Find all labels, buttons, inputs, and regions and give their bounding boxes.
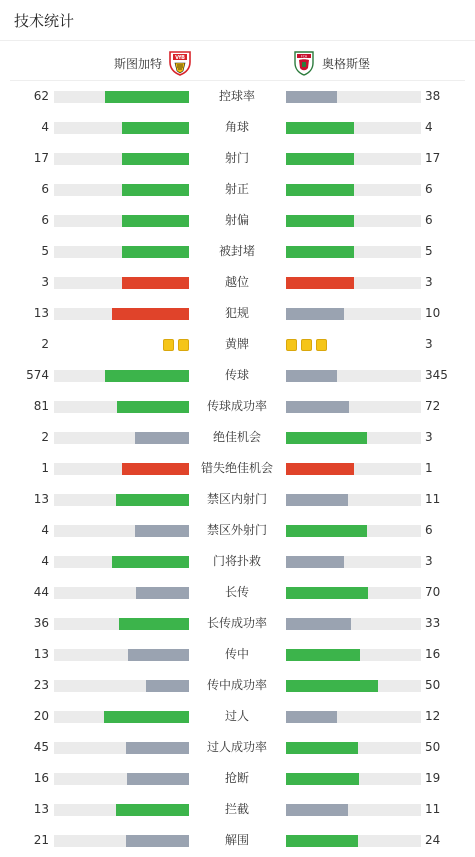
stat-label: 解围 (224, 833, 249, 847)
stat-row (0, 484, 475, 515)
home-stat-value: 62 (33, 89, 49, 103)
away-stat-value: 4 (425, 120, 433, 134)
stat-label: 长传成功率 (206, 616, 267, 630)
home-stat-bar-fill (122, 153, 190, 165)
stat-label: 错失绝佳机会 (200, 461, 273, 475)
away-stat-bar-fill (286, 804, 348, 816)
away-stat-bar-fill (286, 215, 354, 227)
home-stat-value: 44 (33, 585, 49, 599)
away-stat-bar-fill (286, 153, 354, 165)
home-stat-bar-fill (136, 587, 189, 599)
stat-label: 角球 (224, 120, 249, 134)
away-stat-bar-fill (286, 91, 337, 103)
home-stat-value: 4 (41, 120, 49, 134)
away-stat-value: 12 (425, 709, 441, 723)
home-stat-value: 13 (33, 647, 49, 661)
stat-label: 越位 (224, 275, 249, 289)
home-team-name: 斯图加特 (114, 56, 163, 71)
home-yellow-cards (163, 339, 189, 351)
stat-row (0, 670, 475, 701)
home-stat-bar (54, 91, 189, 103)
home-stat-bar (54, 587, 189, 599)
away-stat-bar-fill (286, 246, 354, 258)
away-stat-bar-fill (286, 122, 354, 134)
home-stat-bar-fill (135, 525, 189, 537)
away-stat-value: 6 (425, 213, 433, 227)
away-stat-bar (286, 184, 421, 196)
fc-augsburg-crest-icon (292, 50, 316, 76)
away-stat-value: 17 (425, 151, 441, 165)
home-stat-value: 4 (41, 523, 49, 537)
stat-label: 控球率 (218, 89, 255, 103)
home-stat-bar-fill (116, 494, 189, 506)
home-stat-bar (54, 773, 189, 785)
home-stat-value: 13 (33, 306, 49, 320)
away-stat-bar-fill (286, 680, 378, 692)
yellow-card-icon (178, 339, 189, 351)
home-stat-bar (54, 184, 189, 196)
stat-label: 传中成功率 (206, 678, 267, 692)
away-stat-bar-fill (286, 587, 368, 599)
away-stat-bar-fill (286, 835, 358, 847)
away-stat-value: 50 (425, 740, 441, 754)
home-stat-bar-fill (126, 835, 189, 847)
stat-row (0, 81, 475, 112)
home-stat-bar-fill (122, 122, 190, 134)
away-stat-value: 19 (425, 771, 441, 785)
home-stat-bar-fill (112, 308, 189, 320)
vfb-stuttgart-crest-icon (168, 50, 192, 76)
away-stat-bar-fill (286, 618, 351, 630)
away-stat-bar (286, 370, 421, 382)
away-stat-value: 3 (425, 337, 433, 351)
home-stat-bar (54, 122, 189, 134)
home-stat-bar-fill (126, 742, 189, 754)
away-stat-value: 3 (425, 275, 433, 289)
stat-row (0, 732, 475, 763)
home-stat-bar (54, 153, 189, 165)
away-stat-value: 345 (425, 368, 448, 382)
away-stat-bar-fill (286, 432, 367, 444)
home-stat-bar (54, 494, 189, 506)
away-stat-value: 5 (425, 244, 433, 258)
home-stat-bar (54, 370, 189, 382)
away-stat-bar (286, 556, 421, 568)
away-stat-value: 11 (425, 802, 441, 816)
stat-label: 传球成功率 (206, 399, 267, 413)
teams-header (10, 45, 465, 81)
home-stat-value: 5 (41, 244, 49, 258)
stat-row (0, 639, 475, 670)
home-stat-bar (54, 215, 189, 227)
stat-row (0, 112, 475, 143)
away-stat-value: 70 (425, 585, 441, 599)
away-stat-bar (286, 153, 421, 165)
away-stat-bar (286, 587, 421, 599)
stat-label: 过人成功率 (206, 740, 267, 754)
away-stat-value: 72 (425, 399, 441, 413)
stat-row (0, 236, 475, 267)
home-stat-value: 2 (41, 430, 49, 444)
home-stat-bar-fill (122, 277, 190, 289)
home-stat-bar (54, 308, 189, 320)
home-stat-value: 17 (33, 151, 49, 165)
away-stat-bar (286, 835, 421, 847)
stat-row (0, 329, 475, 360)
home-stat-value: 574 (26, 368, 49, 382)
home-stat-bar (54, 556, 189, 568)
stat-row (0, 515, 475, 546)
home-stat-value: 45 (33, 740, 49, 754)
yellow-card-icon (301, 339, 312, 351)
home-stat-bar (54, 277, 189, 289)
stat-row (0, 577, 475, 608)
home-stat-bar-fill (128, 649, 189, 661)
away-stat-bar-fill (286, 742, 358, 754)
home-stat-bar-fill (104, 711, 189, 723)
away-stat-bar-fill (286, 773, 359, 785)
stat-label: 禁区内射门 (206, 492, 267, 506)
away-stat-bar-fill (286, 277, 354, 289)
home-stat-value: 3 (41, 275, 49, 289)
home-stat-bar (54, 432, 189, 444)
stat-row (0, 546, 475, 577)
away-stat-bar (286, 432, 421, 444)
home-stat-value: 81 (33, 399, 49, 413)
away-stat-value: 3 (425, 554, 433, 568)
home-stat-bar (54, 711, 189, 723)
home-stat-value: 6 (41, 213, 49, 227)
stat-row (0, 391, 475, 422)
away-stat-bar-fill (286, 370, 337, 382)
away-stat-bar (286, 401, 421, 413)
away-stat-bar-fill (286, 556, 344, 568)
home-stat-bar (54, 835, 189, 847)
home-stat-bar-fill (127, 773, 189, 785)
stat-row (0, 453, 475, 484)
home-stat-value: 1 (41, 461, 49, 475)
away-stat-value: 38 (425, 89, 441, 103)
yellow-card-icon (316, 339, 327, 351)
away-stat-bar (286, 525, 421, 537)
home-stat-bar (54, 525, 189, 537)
away-stat-bar (286, 494, 421, 506)
home-stat-bar-fill (105, 370, 189, 382)
away-stat-bar-fill (286, 401, 349, 413)
stat-label: 长传 (224, 585, 249, 599)
away-stat-bar-fill (286, 649, 360, 661)
away-yellow-cards (286, 339, 327, 351)
away-stat-value: 24 (425, 833, 441, 847)
home-stat-value: 13 (33, 492, 49, 506)
home-stat-bar-fill (122, 463, 190, 475)
home-stat-bar-fill (112, 556, 189, 568)
home-stat-value: 20 (33, 709, 49, 723)
away-stat-bar (286, 277, 421, 289)
svg-text:VfB: VfB (175, 55, 185, 61)
stat-row (0, 174, 475, 205)
away-team-name: 奥格斯堡 (322, 56, 371, 71)
stat-row (0, 267, 475, 298)
stat-label: 禁区外射门 (206, 523, 267, 537)
away-stat-value: 3 (425, 430, 433, 444)
home-team (114, 49, 192, 77)
away-stat-bar (286, 773, 421, 785)
stat-label: 绝佳机会 (212, 430, 261, 444)
away-stat-bar (286, 742, 421, 754)
away-stat-bar (286, 711, 421, 723)
stat-label: 门将扑救 (212, 554, 261, 568)
stat-label: 传球 (224, 368, 249, 382)
stats-list (0, 81, 475, 856)
home-stat-bar-fill (135, 432, 189, 444)
stat-row (0, 763, 475, 794)
home-stat-value: 6 (41, 182, 49, 196)
svg-text:FCA: FCA (300, 54, 308, 59)
away-team (292, 49, 370, 77)
away-stat-bar-fill (286, 463, 354, 475)
home-stat-bar (54, 463, 189, 475)
home-stat-value: 4 (41, 554, 49, 568)
home-stat-value: 2 (41, 337, 49, 351)
away-stat-bar-fill (286, 525, 367, 537)
away-stat-bar (286, 804, 421, 816)
home-stat-bar-fill (119, 618, 189, 630)
away-stat-value: 6 (425, 523, 433, 537)
page-header (0, 0, 475, 41)
home-stat-value: 16 (33, 771, 49, 785)
away-stat-bar-fill (286, 184, 354, 196)
away-stat-bar (286, 618, 421, 630)
home-stat-bar (54, 649, 189, 661)
stat-row (0, 794, 475, 825)
away-stat-value: 10 (425, 306, 441, 320)
stat-row (0, 360, 475, 391)
away-stat-value: 1 (425, 461, 433, 475)
away-stat-bar-fill (286, 308, 344, 320)
stat-label: 抢断 (224, 771, 249, 785)
home-stat-bar-fill (122, 184, 190, 196)
away-stat-value: 33 (425, 616, 441, 630)
away-stat-bar (286, 215, 421, 227)
home-stat-bar (54, 804, 189, 816)
stat-label: 传中 (224, 647, 249, 661)
away-stat-value: 16 (425, 647, 441, 661)
home-stat-bar-fill (105, 91, 189, 103)
home-stat-value: 23 (33, 678, 49, 692)
stat-row (0, 422, 475, 453)
away-stat-bar (286, 649, 421, 661)
home-stat-bar (54, 742, 189, 754)
stat-label: 过人 (224, 709, 249, 723)
away-stat-value: 11 (425, 492, 441, 506)
stat-label: 犯规 (224, 306, 249, 320)
home-stat-bar (54, 680, 189, 692)
home-stat-bar-fill (117, 401, 189, 413)
yellow-card-icon (163, 339, 174, 351)
stat-row (0, 825, 475, 856)
stat-label: 黄牌 (224, 337, 249, 351)
stat-row (0, 701, 475, 732)
stat-row (0, 143, 475, 174)
stat-label: 射门 (224, 151, 249, 165)
home-stat-value: 36 (33, 616, 49, 630)
away-stat-bar (286, 308, 421, 320)
away-stat-bar (286, 246, 421, 258)
away-stat-bar (286, 680, 421, 692)
stat-label: 射正 (224, 182, 249, 196)
home-stat-bar-fill (122, 215, 190, 227)
away-stat-value: 6 (425, 182, 433, 196)
home-stat-bar-fill (122, 246, 190, 258)
stat-row (0, 205, 475, 236)
away-stat-value: 50 (425, 678, 441, 692)
page-title: 技术统计 (14, 12, 75, 30)
away-stat-bar-fill (286, 711, 337, 723)
stat-label: 被封堵 (218, 244, 255, 258)
home-stat-value: 13 (33, 802, 49, 816)
yellow-card-icon (286, 339, 297, 351)
home-stat-bar (54, 246, 189, 258)
stat-row (0, 298, 475, 329)
home-stat-bar (54, 618, 189, 630)
stat-row (0, 608, 475, 639)
away-stat-bar (286, 122, 421, 134)
away-stat-bar-fill (286, 494, 348, 506)
stat-label: 拦截 (224, 802, 249, 816)
away-stat-bar (286, 463, 421, 475)
home-stat-bar (54, 401, 189, 413)
home-stat-bar-fill (116, 804, 189, 816)
home-stat-value: 21 (33, 833, 49, 847)
stat-label: 射偏 (224, 213, 249, 227)
home-stat-bar-fill (146, 680, 189, 692)
away-stat-bar (286, 91, 421, 103)
